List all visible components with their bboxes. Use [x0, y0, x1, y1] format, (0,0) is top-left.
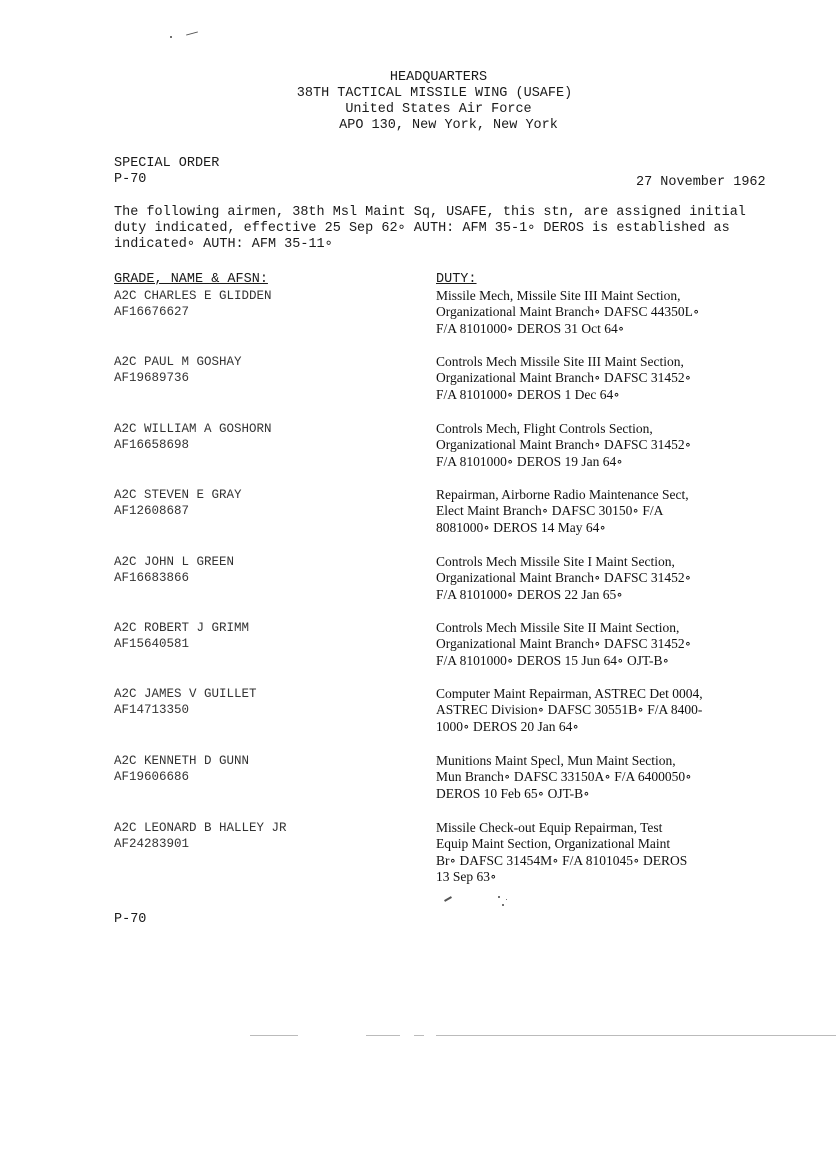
stray-speck [498, 896, 500, 898]
order-number: P-70 [114, 172, 147, 187]
airman-duty [436, 354, 816, 403]
airman-afsn: AF16658698 [114, 438, 190, 453]
intro-paragraph [114, 205, 794, 253]
letterhead [0, 70, 839, 134]
airman-name: A2C CHARLES E GLIDDEN [114, 289, 272, 303]
airman-duty [436, 554, 816, 603]
duty-line: Organizational Maint Branch∘ DAFSC 31452∘ [436, 437, 692, 453]
airman-duty [436, 620, 816, 669]
airman-afsn: AF15640581 [114, 637, 190, 652]
duty-line: Missile Mech, Missile Site III Maint Section, [436, 288, 681, 303]
column-heading-duty: DUTY: [436, 272, 477, 287]
duty-line: Computer Maint Repairman, ASTREC Det 0004, [436, 686, 703, 701]
scan-rule [414, 1035, 424, 1036]
airman-name: A2C KENNETH D GUNN [114, 754, 250, 768]
duty-line: 13 Sep 63∘ [436, 868, 497, 884]
intro-line-1: The following airmen, 38th Msl Maint Sq, USAFE, this stn, are assigned initial [114, 205, 746, 220]
airman-duty [436, 686, 816, 735]
airman-afsn: AF16683866 [114, 571, 190, 586]
stray-speck [170, 36, 172, 38]
order-date: 27 November 1962 [636, 175, 766, 190]
airman-ident [114, 686, 414, 719]
column-heading-name: GRADE, NAME & AFSN: [114, 272, 268, 287]
scan-rule [366, 1035, 400, 1036]
airman-name: A2C JOHN L GREEN [114, 555, 235, 569]
duty-line: Controls Mech, Flight Controls Section, [436, 421, 653, 436]
duty-line: Controls Mech Missile Site III Maint Section, [436, 354, 684, 369]
duty-line: Br∘ DAFSC 31454M∘ F/A 8101045∘ DEROS [436, 852, 688, 868]
duty-line: 8081000∘ DEROS 14 May 64∘ [436, 519, 606, 535]
airman-duty [436, 820, 816, 885]
duty-line: 1000∘ DEROS 20 Jan 64∘ [436, 718, 579, 734]
airman-name: A2C STEVEN E GRAY [114, 488, 242, 502]
intro-line-3: indicated∘ AUTH: AFM 35-11∘ [114, 237, 333, 252]
airman-ident [114, 421, 414, 454]
letterhead-line-3: United States Air Force [345, 102, 532, 117]
page-footer-number: P-70 [114, 912, 147, 927]
airman-duty [436, 421, 816, 470]
stray-speck [502, 904, 504, 906]
airman-name: A2C ROBERT J GRIMM [114, 621, 250, 635]
duty-line: ASTREC Division∘ DAFSC 30551B∘ F/A 8400- [436, 702, 703, 718]
duty-line: Mun Branch∘ DAFSC 33150A∘ F/A 6400050∘ [436, 769, 692, 785]
stray-speck [506, 899, 507, 900]
duty-line: Equip Maint Section, Organizational Maint [436, 836, 671, 852]
airman-afsn: AF19606686 [114, 770, 190, 785]
airman-name: A2C PAUL M GOSHAY [114, 355, 242, 369]
airman-duty [436, 487, 816, 536]
order-heading [114, 156, 219, 188]
letterhead-line-4: APO 130, New York, New York [339, 118, 558, 133]
duty-line: DEROS 10 Feb 65∘ OJT-B∘ [436, 785, 590, 801]
airman-afsn: AF14713350 [114, 703, 190, 718]
airman-name: A2C JAMES V GUILLET [114, 687, 257, 701]
duty-line: F/A 8101000∘ DEROS 1 Dec 64∘ [436, 386, 620, 402]
airman-name: A2C WILLIAM A GOSHORN [114, 422, 272, 436]
duty-line: Controls Mech Missile Site II Maint Section, [436, 620, 680, 635]
duty-line: Repairman, Airborne Radio Maintenance Sect, [436, 487, 689, 502]
airman-afsn: AF16676627 [114, 305, 190, 320]
airman-afsn: AF19689736 [114, 371, 190, 386]
duty-line: F/A 8101000∘ DEROS 19 Jan 64∘ [436, 453, 623, 469]
airman-ident [114, 820, 414, 853]
airman-duty [436, 288, 816, 337]
duty-line: Organizational Maint Branch∘ DAFSC 31452∘ [436, 370, 692, 386]
airman-ident [114, 620, 414, 653]
duty-line: Controls Mech Missile Site I Maint Section, [436, 554, 675, 569]
airman-duty [436, 753, 816, 802]
airman-afsn: AF12608687 [114, 504, 190, 519]
airman-ident [114, 753, 414, 786]
airman-afsn: AF24283901 [114, 837, 190, 852]
stray-mark [444, 896, 452, 902]
order-type: SPECIAL ORDER [114, 156, 220, 171]
scan-rule [250, 1035, 298, 1036]
airman-ident [114, 554, 414, 587]
airman-ident [114, 487, 414, 520]
airman-name: A2C LEONARD B HALLEY JR [114, 821, 287, 835]
duty-line: F/A 8101000∘ DEROS 31 Oct 64∘ [436, 320, 625, 336]
duty-line: Munitions Maint Specl, Mun Maint Section, [436, 753, 676, 768]
duty-line: Organizational Maint Branch∘ DAFSC 31452∘ [436, 570, 692, 586]
airman-ident [114, 288, 414, 321]
duty-line: Missile Check-out Equip Repairman, Test [436, 820, 663, 835]
intro-line-2: duty indicated, effective 25 Sep 62∘ AUTH: AFM 35-1∘ DEROS is established as [114, 221, 730, 236]
letterhead-line-1: HEADQUARTERS [389, 70, 488, 85]
duty-line: F/A 8101000∘ DEROS 15 Jun 64∘ OJT-B∘ [436, 652, 670, 668]
scan-rule [436, 1035, 836, 1036]
duty-line: Organizational Maint Branch∘ DAFSC 44350L∘ [436, 304, 700, 320]
letterhead-line-2: 38TH TACTICAL MISSILE WING (USAFE) [296, 86, 573, 101]
duty-line: Organizational Maint Branch∘ DAFSC 31452∘ [436, 636, 692, 652]
airman-ident [114, 354, 414, 387]
duty-line: Elect Maint Branch∘ DAFSC 30150∘ F/A [436, 503, 664, 519]
stray-mark [186, 31, 198, 35]
duty-line: F/A 8101000∘ DEROS 22 Jan 65∘ [436, 586, 623, 602]
